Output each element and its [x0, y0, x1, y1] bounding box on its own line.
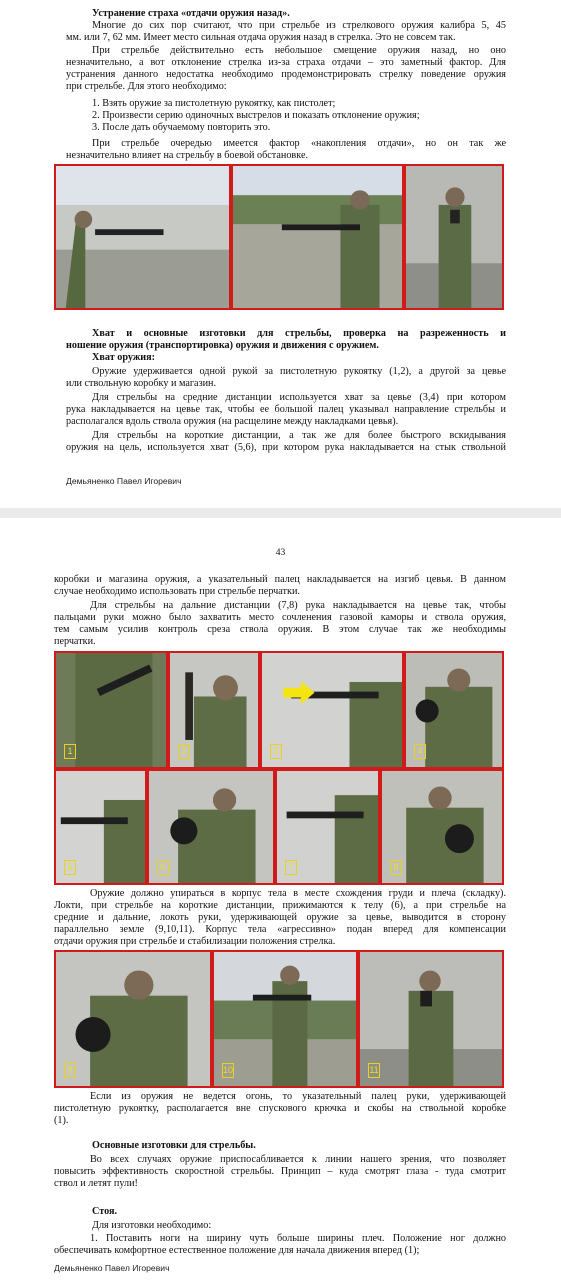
photo-3 [260, 651, 404, 769]
photo-number-label: 2 [178, 744, 190, 759]
photo-top-3 [404, 164, 504, 310]
paragraph-line: оружия на цель, используется хват (5,6), при котором рука накладывается на стык ствольной [66, 442, 506, 453]
grip-subheading: Хват оружия: [92, 352, 155, 363]
photo-number-label: 6 [157, 860, 169, 875]
photo-number-label: 10 [222, 1063, 234, 1078]
paragraph-line: ствол и летят пули! [54, 1178, 138, 1189]
paragraph-line: При стрельбе очередью имеется фактор «накопления отдачи», но он так же [92, 138, 506, 149]
paragraph-line: перчатки. [54, 636, 96, 647]
paragraph-line: Многие до сих пор считают, что при стрельбе из стрелкового оружия калибра 5, 45 [92, 20, 506, 31]
photo-11 [358, 950, 504, 1088]
photo-4 [404, 651, 504, 769]
paragraph-line: Локти, при стрельбе на короткие дистанции, прижимаются к телу (6), а при стрельбе на [54, 900, 506, 911]
paragraph-line: коробки и магазина оружия, а указательный палец накладывается на изгиб цевья. В данном [54, 574, 506, 585]
page-number: 43 [275, 548, 286, 558]
photo-6 [147, 769, 275, 885]
paragraph-line: пистолетную рукоятку, располагается вне спускового крючка и скобы на ствольной коробке [54, 1103, 506, 1114]
paragraph-line: (1). [54, 1115, 69, 1126]
paragraph-line: устранения данного недостатка необходимо продемонстрировать стрелку поведение оружия [66, 69, 506, 80]
list-item: 2. Произвести серию одиночных выстрелов и показать отклонение оружия; [92, 110, 420, 121]
paragraph-line: обеспечивать комфортное естественное положение для начала движения вперед (1); [54, 1245, 420, 1256]
document-page-2 [0, 518, 561, 1280]
paragraph-line: незначительно, а вот отклонение стрелка из-за страха отдачи – это заметный фактор. Для [66, 57, 506, 68]
photo-number-label: 4 [414, 744, 426, 759]
photo-number-label: 1 [64, 744, 76, 759]
list-item: 3. После дать обучаемому повторить это. [92, 122, 271, 133]
paragraph-line: 1. Поставить ноги на ширину чуть больше ширины плеч. Положение ног должно [90, 1233, 506, 1244]
paragraph-line: средние и дальние, локоть руки, удерживающей оружие за цевье, выводится в сторону [54, 912, 506, 923]
standing-heading: Стоя. [92, 1206, 118, 1217]
paragraph-line: Оружие должно упираться в корпус тела в месте схождения груди и плеча (складку). [90, 888, 506, 899]
paragraph-line: тем самым усилив контроль среза ствола оружия. В этом случае так же необходимы [54, 624, 506, 635]
photo-top-1 [54, 164, 231, 310]
paragraph-line: случае необходимо использовать при стрельбе перчатки. [54, 586, 300, 597]
photo-9 [54, 950, 212, 1088]
fear-heading: Устранение страха «отдачи оружия назад». [92, 8, 290, 19]
photo-number-label: 7 [285, 860, 297, 875]
paragraph-line: Во всех случаях оружие приспосабливается к линии нашего зрения, что позволяет [90, 1154, 506, 1165]
photo-10 [212, 950, 358, 1088]
photo-7 [275, 769, 380, 885]
paragraph-line: или ствольную коробку и магазин. [66, 378, 217, 389]
stances-heading: Основные изготовки для стрельбы. [92, 1140, 256, 1151]
photo-number-label: 5 [64, 860, 76, 875]
paragraph-line: Если из оружия не ведется огонь, то указательный палец руки, удерживающей [90, 1091, 506, 1102]
paragraph-line: незначительно влияет на стрельбу в боевой обстановке. [66, 150, 309, 161]
photo-number-label: 11 [368, 1063, 380, 1078]
document-page-1 [0, 0, 561, 508]
paragraph-line: Оружие удерживается одной рукой за пистолетную рукоятку (1,2), а другой за цевье [92, 366, 506, 377]
paragraph-line: Для изготовки необходимо: [92, 1220, 212, 1231]
photo-2 [168, 651, 260, 769]
list-item: 1. Взять оружие за пистолетную рукоятку, как пистолет; [92, 98, 336, 109]
paragraph-line: пальцами руки можно было захватить место сочленения газовой каморы и ствола оружия, [54, 612, 506, 623]
section-title-line: ношение оружия (транспортировка) оружия и движения с оружием. [66, 340, 379, 351]
paragraph-line: повысить эффективность скоростной стрельбы. Принцип – куда смотрят глаза - туда смотрит [54, 1166, 506, 1177]
paragraph-line: при стрельбе. Для этого необходимо: [66, 81, 227, 92]
section-title-line: Хват и основные изготовки для стрельбы, проверка на разреженность и [92, 328, 506, 339]
paragraph-line: Для стрельбы на короткие дистанции, а так же для более быстрого вскидывания [92, 430, 506, 441]
paragraph-line: отдачи оружия при стрельбе и стабилизации положения стрелка. [54, 936, 336, 947]
footer-author: Демьяненко Павел Игоревич [54, 1263, 170, 1273]
paragraph-line: Для стрельбы на средние дистанции используется хват за цевье (3,4) при котором [92, 392, 506, 403]
paragraph-line: При стрельбе действительно есть небольшое смещение оружия назад, но оно [92, 45, 506, 56]
photo-top-2 [231, 164, 404, 310]
photo-5 [54, 769, 147, 885]
paragraph-line: располагался вдоль ствола оружия (на расщелине между накладками цевья). [66, 416, 399, 427]
photo-number-label: 3 [270, 744, 282, 759]
photo-number-label: 9 [64, 1063, 76, 1078]
paragraph-line: Для стрельбы на дальние дистанции (7,8) рука накладывается на цевье так, чтобы [90, 600, 506, 611]
footer-author: Демьяненко Павел Игоревич [66, 476, 182, 486]
photo-8 [380, 769, 504, 885]
paragraph-line: рука накладывается на цевье так, чтобы ее большой палец указывал направление стрельбы и [66, 404, 506, 415]
paragraph-line: параллельно земле (9,10,11). Корпус тела «агрессивно» подан вперед для компенсации [54, 924, 506, 935]
photo-1 [54, 651, 168, 769]
paragraph-line: мм. или 7, 62 мм. Имеет место сильная отдача оружия назад в стрелка. Это не совсем так. [66, 32, 456, 43]
photo-number-label: 8 [390, 860, 402, 875]
